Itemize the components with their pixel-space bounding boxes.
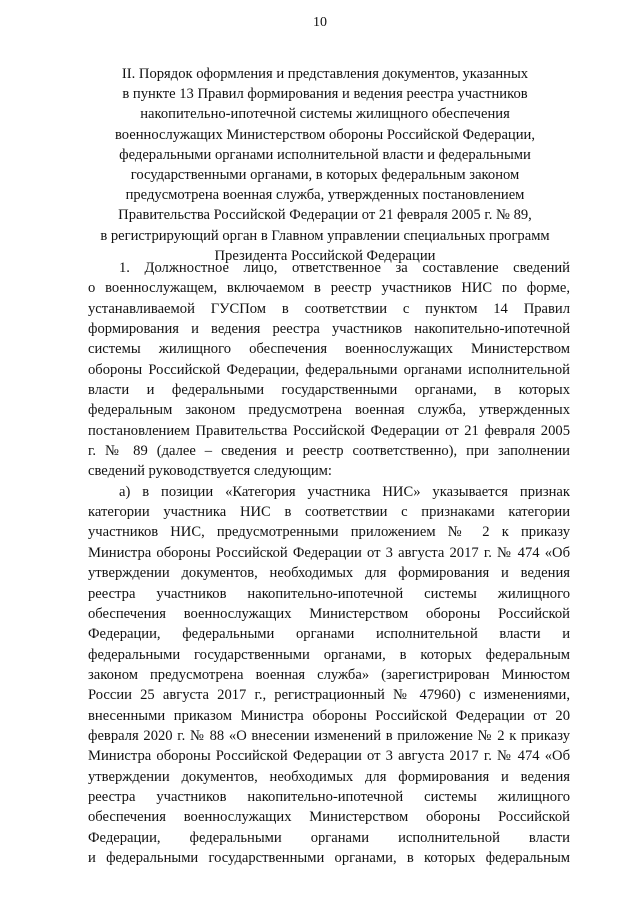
body-line: России 25 августа 2017 г., регистрационный № 47960) с изменениями, <box>88 687 570 704</box>
body-line: Федерации, федеральными органами исполнительной власти <box>88 829 570 846</box>
body-paragraphs <box>88 258 570 868</box>
body-line: Министра обороны Российской Федерации от 3 августа 2017 г. № 474 «Об <box>88 544 570 561</box>
heading-line: федеральными органами исполнительной власти и федеральными <box>119 146 531 163</box>
body-line: реестра участников накопительно-ипотечной системы жилищного <box>88 788 570 805</box>
body-line: утверждении документов, необходимых для формирования и ведения <box>88 565 570 582</box>
body-line: категории участника НИС в соответствии с признаками категории <box>88 504 570 521</box>
heading-line: военнослужащих Министерством обороны Российской Федерации, <box>114 126 536 143</box>
body-line: г. № 89 (далее – сведения и реестр соответственно), при заполнении <box>88 443 570 460</box>
body-line: постановлением Правительства Российской Федерации от 21 февраля 2005 <box>88 422 570 439</box>
body-line: формирования и ведения реестра участников накопительно-ипотечной <box>88 321 570 338</box>
body-line: утверждении документов, необходимых для формирования и ведения <box>88 768 570 785</box>
body-line: обеспечения военнослужащих Министерством обороны Российской <box>88 605 570 622</box>
body-line: системы жилищного обеспечения военнослужащих Министерством <box>88 341 570 358</box>
body-line: власти и федеральными государственными органами, в которых <box>88 382 570 399</box>
heading-line: Президента Российской Федерации <box>214 247 436 264</box>
body-line: сведений руководствуется следующим: <box>88 463 332 480</box>
body-line: о военнослужащем, включаемом в реестр участников НИС по форме, <box>88 280 570 297</box>
body-line: обороны Российской Федерации, федеральными органами исполнительной <box>88 361 570 378</box>
heading-line: государственными органами, в которых федеральным законом <box>130 167 520 184</box>
body-line: 1. Должностное лицо, ответственное за составление сведений <box>119 260 570 276</box>
heading-line: в пункте 13 Правил формирования и ведения реестра участников <box>122 86 528 103</box>
body-line: федеральным законом предусмотрена военная служба, утвержденных <box>88 402 570 419</box>
body-line: а) в позиции «Категория участника НИС» указывается признак <box>119 483 570 500</box>
heading-line: Правительства Российской Федерации от 21 февраля 2005 г. № 89, <box>118 207 532 224</box>
body-line: февраля 2020 г. № 88 «О внесении изменений в приложение № 2 к приказу <box>88 727 570 744</box>
heading-line: в регистрирующий орган в Главном управлении специальных программ <box>100 227 550 244</box>
section-heading <box>60 64 590 266</box>
body-line: обеспечения военнослужащих Министерством обороны Российской <box>88 809 570 826</box>
body-line: и федеральными государственными органами, в которых федеральным <box>88 849 570 866</box>
body-line: Федерации, федеральными органами исполнительной власти и <box>88 626 570 643</box>
heading-line: II. Порядок оформления и представления документов, указанных <box>121 66 529 82</box>
heading-line: предусмотрена военная служба, утвержденных постановлением <box>125 187 525 204</box>
body-line: федеральными государственными органами, в которых федеральным <box>88 646 570 663</box>
body-line: законом предусмотрена военная служба» (зарегистрирован Минюстом <box>88 666 570 683</box>
body-line: внесенными приказом Министра обороны Российской Федерации от 20 <box>88 707 570 724</box>
body-line: Министра обороны Российской Федерации от 3 августа 2017 г. № 474 «Об <box>88 748 570 765</box>
body-line: реестра участников накопительно-ипотечной системы жилищного <box>88 585 570 602</box>
heading-line: накопительно-ипотечной системы жилищного обеспечения <box>140 106 510 123</box>
body-line: устанавливаемой ГУСПом в соответствии с пунктом 14 Правил <box>88 300 570 317</box>
page-number: 10 <box>313 15 327 30</box>
body-line: участников НИС, предусмотренными приложением № 2 к приказу <box>88 524 570 541</box>
